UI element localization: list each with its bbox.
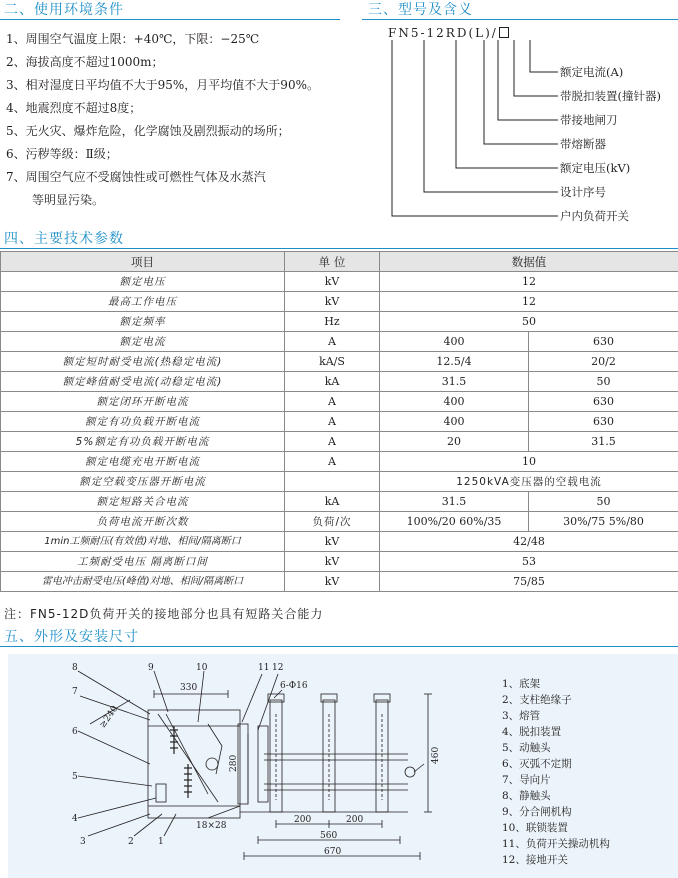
param-name: 额定有功负载开断电流 [1,412,285,432]
condition-item: 等明显污染。 [32,193,105,207]
table-row [1,312,678,332]
callout-4: 4 [72,814,78,824]
param-value-630: 20/2 [529,352,678,372]
condition-item: 4、地震烈度不超过8度； [6,101,142,115]
param-value-630: 50 [529,372,678,392]
condition-item: 6、污秽等级：Ⅱ级； [6,147,118,161]
pole-2 [321,694,337,812]
condition-item: 7、周围空气应不受腐蚀性或可燃性气体及水蒸汽 [6,170,266,184]
param-value-400: 12.5/4 [380,352,529,372]
param-name: 额定短时耐受电流(热稳定电流) [1,352,285,372]
table-row [1,272,678,292]
model-label: 额定电流(A) [560,65,624,79]
dim-280: 280 [229,754,239,772]
dim-slot: 18×28 [196,821,227,831]
callout-7: 7 [72,687,78,697]
param-name: 额定电流 [1,332,285,352]
model-bracket-lines [380,38,570,228]
param-value-630: 31.5 [529,432,678,452]
param-value: 42/48 [380,532,678,552]
condition-item: 3、相对湿度日平均值不大于95%，月平均值不大于90%。 [6,78,319,92]
header-unit: 单 位 [285,252,380,272]
param-value: 53 [380,552,678,572]
param-unit: Hz [285,312,380,332]
legend-item: 4、脱扣装置 [502,726,562,738]
param-name: 额定频率 [1,312,285,332]
param-name: 额定电缆充电开断电流 [1,452,285,472]
condition-item: 2、海拔高度不超过1000m； [6,55,164,69]
model-label: 带接地闸刀 [560,113,618,127]
param-value-400: 400 [380,332,529,352]
param-value-630: 630 [529,392,678,412]
table-row [1,412,678,432]
dim-200b: 200 [346,815,364,825]
param-unit: A [285,432,380,452]
param-value-400: 100%/20 60%/35 [380,512,529,532]
dim-560: 560 [320,831,338,841]
table-row [1,392,678,412]
dim-330: 330 [180,683,198,693]
callout-5: 5 [72,772,78,782]
param-unit: 负荷/次 [285,512,380,532]
param-value: 75/85 [380,572,678,592]
callout-8: 8 [72,663,78,673]
section-rule [0,248,678,249]
model-code-text: FN5-12RD(L)/ [388,26,498,40]
callout-6: 6 [72,727,78,737]
param-name: 额定空载变压器开断电流 [1,472,285,492]
spec-table [0,251,678,592]
condition-item: 5、无火灾、爆炸危险，化学腐蚀及剧烈振动的场所； [6,124,290,138]
legend-item: 11、负荷开关操动机构 [502,838,610,850]
legend-item: 9、分合闸机构 [502,806,572,818]
param-value-630: 630 [529,332,678,352]
table-row [1,292,678,312]
param-value: 12 [380,292,678,312]
param-value-630: 30%/75 5%/80 [529,512,678,532]
callout-2: 2 [128,837,134,847]
legend-item: 2、支柱绝缘子 [502,694,572,706]
param-unit: kV [285,272,380,292]
legend-item: 8、静触头 [502,790,551,802]
section-rule [0,646,678,647]
param-unit: kV [285,292,380,312]
model-label: 设计序号 [560,185,606,199]
model-label: 带熔断器 [560,137,606,151]
table-row [1,572,678,592]
dim-460: 460 [431,746,441,764]
dim-670: 670 [324,847,342,857]
table-row [1,492,678,512]
installation-drawing [8,654,498,878]
param-name: 雷电冲击耐受电压(峰值)对地、相间/隔离断口 [1,572,285,592]
param-unit: kV [285,532,380,552]
param-unit: A [285,392,380,412]
param-value-400: 20 [380,432,529,452]
param-value-400: 400 [380,392,529,412]
section-title-params: 四、主要技术参数 [4,231,124,247]
param-unit: A [285,412,380,432]
param-value-400: 31.5 [380,372,529,392]
section-rule [362,19,678,20]
param-unit: A [285,452,380,472]
param-value-400: 31.5 [380,492,529,512]
model-label: 带脱扣装置(撞针器) [560,89,661,103]
param-unit: kA/S [285,352,380,372]
param-value: 50 [380,312,678,332]
callout-10: 10 [196,663,208,673]
param-value: 12 [380,272,678,292]
table-row [1,352,678,372]
legend-item: 1、底架 [502,678,541,690]
model-label: 户内负荷开关 [560,209,629,223]
param-unit: kA [285,492,380,512]
section-rule [0,19,340,20]
table-row [1,472,678,492]
legend-item: 7、导向片 [502,774,551,786]
param-value: 1250kVA变压器的空载电流 [380,472,678,492]
param-value-630: 630 [529,412,678,432]
header-value: 数据值 [380,252,678,272]
param-name: 工频耐受电压 隔离断口间 [1,552,285,572]
table-row [1,432,678,452]
param-name: 最高工作电压 [1,292,285,312]
pole-1 [268,694,284,812]
callout-12: 12 [272,663,284,673]
param-unit: kA [285,372,380,392]
table-row [1,532,678,552]
param-name: 5%额定有功负载开断电流 [1,432,285,452]
param-name: 额定闭环开断电流 [1,392,285,412]
param-name: 负荷电流开断次数 [1,512,285,532]
callout-11: 11 [258,663,270,673]
param-name: 额定峰值耐受电流(动稳定电流) [1,372,285,392]
table-row [1,372,678,392]
model-label: 额定电压(kV) [560,161,631,175]
table-note: 注：FN5-12D负荷开关的接地部分也具有短路关合能力 [4,607,324,621]
legend-item: 5、动触头 [502,742,551,754]
legend-item: 12、接地开关 [502,854,568,866]
model-code-box [499,27,509,38]
param-name: 额定电压 [1,272,285,292]
callout-3: 3 [80,837,86,847]
table-row [1,552,678,572]
pole-3 [374,694,390,812]
header-item: 项目 [1,252,285,272]
section-title-conditions: 二、使用环境条件 [4,2,124,18]
param-unit: kV [285,552,380,572]
param-value: 10 [380,452,678,472]
condition-item: 1、周围空气温度上限：+40℃，下限：−25℃ [6,32,260,46]
param-unit: A [285,332,380,352]
legend-item: 10、联锁装置 [502,822,568,834]
table-row [1,452,678,472]
section-title-dimensions: 五、外形及安装尺寸 [4,629,139,645]
legend-item: 6、灭弧不定期 [502,758,572,770]
callout-9: 9 [148,663,154,673]
callout-1: 1 [158,837,164,847]
param-unit [285,472,380,492]
param-name: 额定短路关合电流 [1,492,285,512]
table-row [1,332,678,352]
param-name: 1min工频耐压(有效值)对地、相间/隔离断口 [1,532,285,552]
table-header-row [1,252,678,272]
dim-240: ≥240 [97,704,121,731]
param-unit: kV [285,572,380,592]
dim-holes: 6-Φ16 [280,681,308,691]
dim-200a: 200 [294,815,312,825]
param-value-400: 400 [380,412,529,432]
legend-item: 3、熔管 [502,710,541,722]
param-value-630: 50 [529,492,678,512]
table-row [1,512,678,532]
section-title-model: 三、型号及含义 [368,2,473,18]
